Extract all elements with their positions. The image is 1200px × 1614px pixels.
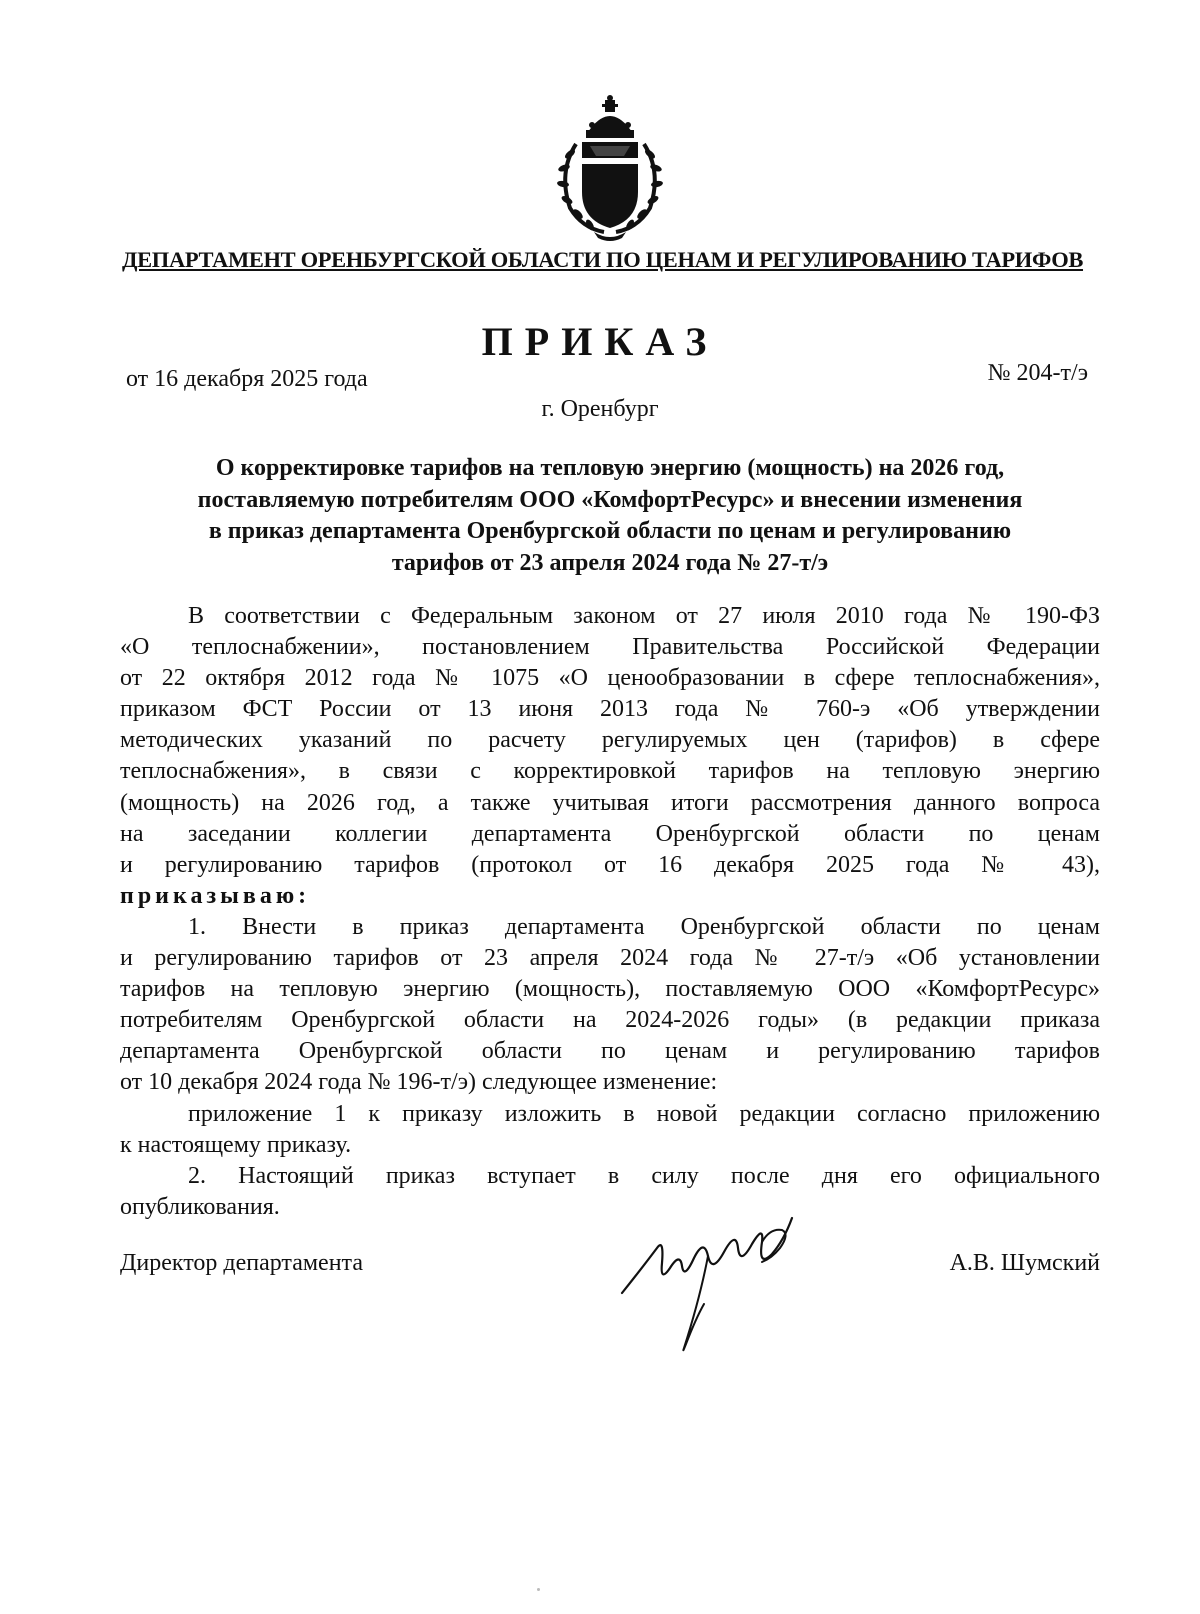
preamble-line: методических указаний по расчету регулируемых цен (тарифов) в сфере	[120, 727, 1100, 754]
preamble-line: на заседании коллегии департамента Оренбургской области по ценам	[120, 820, 1100, 847]
item1-line: 1. Внести в приказ департамента Оренбургской области по ценам	[188, 913, 1100, 940]
coat-of-arms-icon	[548, 92, 672, 242]
document-type-heading: ПРИКАЗ	[481, 319, 719, 364]
preamble-line: приказом ФСТ России от 13 июня 2013 года № 760-э «Об утверждении	[120, 696, 1100, 723]
item1-text-line: приложение 1 к приказу изложить в новой редакции согласно приложению	[188, 1100, 1100, 1127]
preamble-line: от 22 октября 2012 года № 1075 «О ценообразовании в сфере теплоснабжения»,	[120, 665, 1100, 692]
signatory-name: А.В. Шумский	[949, 1250, 1100, 1276]
item1-line: тарифов на тепловую энергию (мощность), поставляемую ООО «КомфортРесурс»	[120, 976, 1100, 1003]
item1-line: департамента Оренбургской области по ценам и регулированию тарифов	[120, 1038, 1100, 1065]
document-number: № 204-т/э	[987, 360, 1088, 386]
preamble-line: (мощность) на 2026 год, а также учитывая итоги рассмотрения данного вопроса	[120, 789, 1100, 816]
title-line: в приказ департамента Оренбургской области по ценам и регулированию	[208, 518, 1012, 544]
preamble-line: и регулированию тарифов (протокол от 16 декабря 2025 года № 43),	[120, 851, 1100, 878]
department-name: ДЕПАРТАМЕНТ ОРЕНБУРГСКОЙ ОБЛАСТИ ПО ЦЕНАМ И РЕГУЛИРОВАНИЮ ТАРИФОВ	[122, 247, 1084, 272]
title-line: поставляемую потребителям ООО «КомфортРесурс» и внесении изменения	[197, 486, 1023, 513]
preamble-line: В соответствии с Федеральным законом от 27 июля 2010 года № 190-ФЗ	[188, 603, 1100, 629]
order-word: приказываю:	[120, 882, 311, 909]
document-title	[120, 453, 1100, 579]
signatory-position: Директор департамента	[120, 1250, 363, 1276]
preamble-line: теплоснабжения», в связи с корректировкой тарифов на тепловую энергию	[120, 758, 1100, 785]
item1-line: и регулированию тарифов от 23 апреля 2024 года № 27-т/э «Об установлении	[120, 945, 1100, 972]
item2-line: 2. Настоящий приказ вступает в силу после дня его официального	[188, 1162, 1100, 1189]
title-line: О корректировке тарифов на тепловую энергию (мощность) на 2026 год,	[215, 455, 1005, 481]
handwritten-signature-icon	[612, 1208, 812, 1358]
item2-line: опубликования.	[120, 1193, 280, 1220]
document-body	[120, 601, 1100, 1223]
scan-speck	[537, 1588, 540, 1591]
title-line: тарифов от 23 апреля 2024 года № 27-т/э	[391, 549, 829, 576]
item1-text-line: к настоящему приказу.	[120, 1131, 352, 1158]
item1-line: потребителям Оренбургской области на 2024-2026 годы» (в редакции приказа	[120, 1007, 1100, 1034]
item1-line: от 10 декабря 2024 года № 196-т/э) следующее изменение:	[120, 1069, 718, 1096]
preamble-line: «О теплоснабжении», постановлением Правительства Российской Федерации	[120, 634, 1100, 661]
document-date: от 16 декабря 2025 года	[126, 366, 368, 392]
document-city: г. Оренбург	[541, 396, 659, 422]
